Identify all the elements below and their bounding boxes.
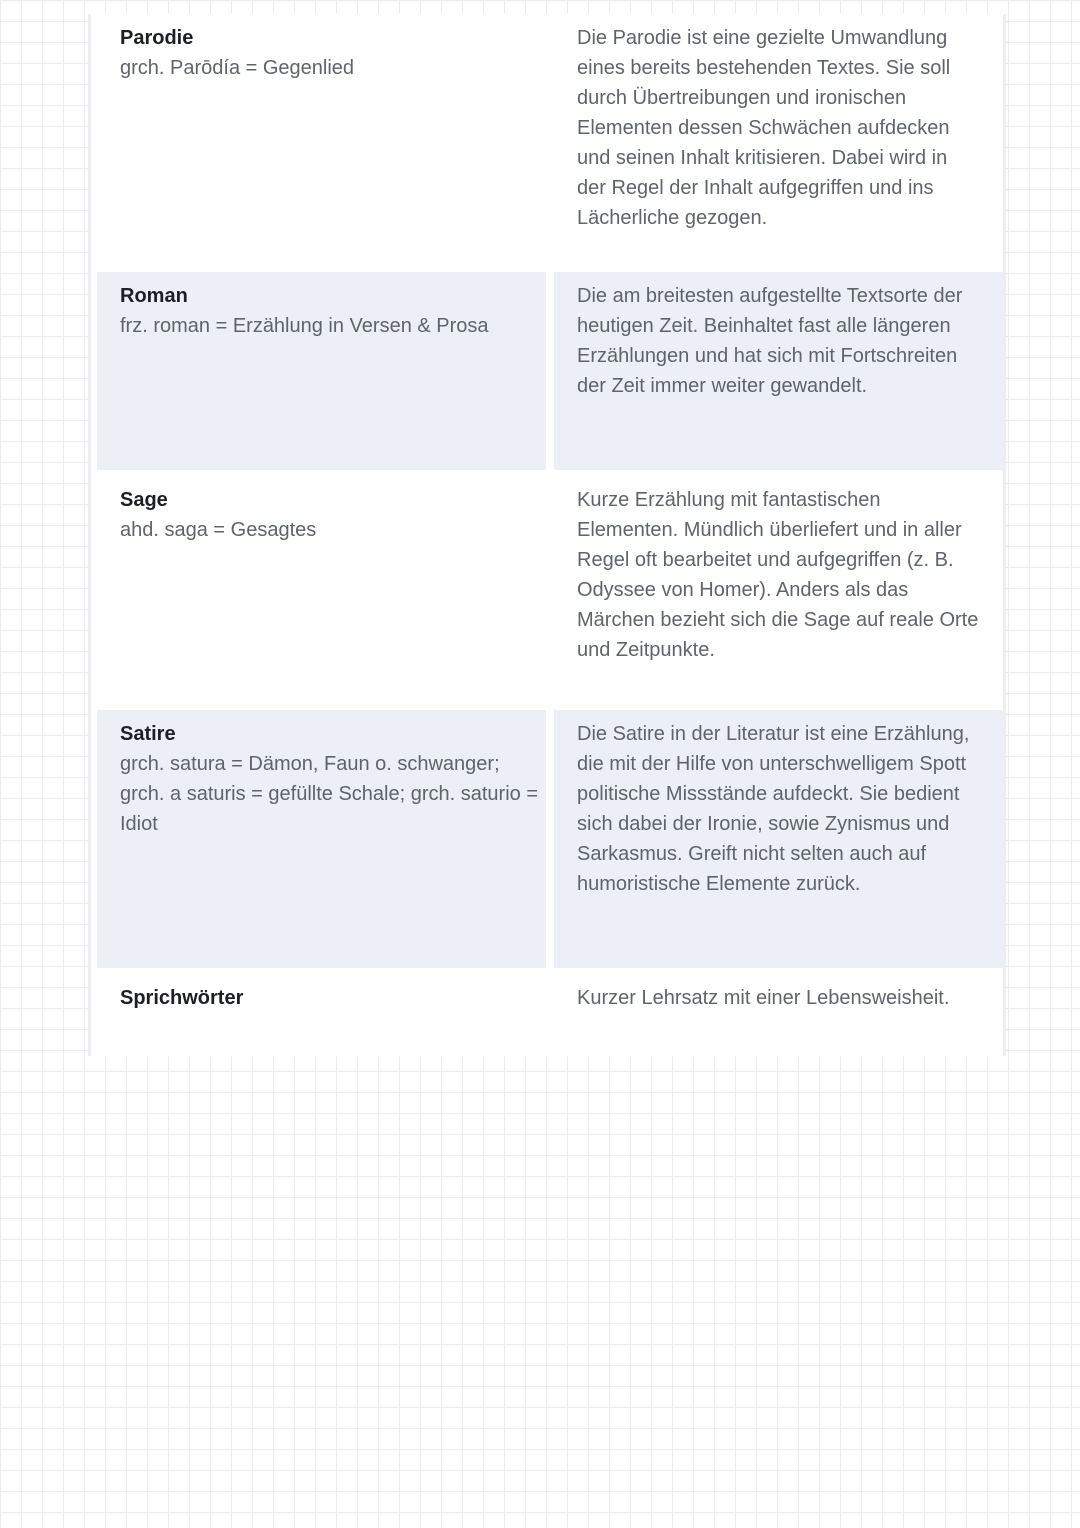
definition-cell <box>554 974 1003 1050</box>
definition-cell <box>554 476 1003 704</box>
term-etymology: ahd. saga = Gesagtes <box>120 519 317 541</box>
term-etymology: grch. Parōdía = Gegenlied <box>120 57 355 79</box>
term-etymology: grch. satura = Dämon, Faun o. schwanger; grch. a saturis = gefüllte Schale; grch. saturio = Idiot <box>120 753 538 835</box>
term-title: Sage <box>120 489 168 511</box>
glossary-table <box>88 14 1006 1056</box>
term-cell <box>97 974 546 1050</box>
term-definition: Kurze Erzählung mit fantastischen Elementen. Mündlich überliefert und in aller Regel oft bearbeitet und aufgegriffen (z. B. Odyssee von Homer). Anders als das Märchen bezieht sich die Sage auf reale Orte und Zeitpunkte. <box>577 489 979 661</box>
term-title: Satire <box>120 723 176 745</box>
term-title: Parodie <box>120 27 194 49</box>
table-row <box>97 710 1003 968</box>
term-definition: Kurzer Lehrsatz mit einer Lebensweisheit. <box>577 987 950 1009</box>
term-cell <box>97 476 546 704</box>
definition-cell <box>554 14 1003 272</box>
table-row <box>97 974 1003 1050</box>
term-cell <box>97 272 546 470</box>
term-etymology: frz. roman = Erzählung in Versen & Prosa <box>120 315 489 337</box>
table-row <box>97 476 1003 704</box>
table-row <box>97 272 1003 470</box>
term-title: Sprichwörter <box>120 987 244 1009</box>
table-row <box>97 14 1003 272</box>
term-cell <box>97 710 546 968</box>
definition-cell <box>554 710 1003 968</box>
definition-cell <box>554 272 1003 470</box>
term-definition: Die am breitesten aufgestellte Textsorte der heutigen Zeit. Beinhaltet fast alle längeren Erzählungen und hat sich mit Fortschreiten der Zeit immer weiter gewandelt. <box>577 285 963 397</box>
term-title: Roman <box>120 285 188 307</box>
term-definition: Die Parodie ist eine gezielte Umwandlung eines bereits bestehenden Textes. Sie soll durch Übertreibungen und ironischen Elementen dessen Schwächen aufdecken und seinen Inhalt kritisieren. Dabei wird in der Regel der Inhalt aufgegriffen und ins Lächerliche gezogen. <box>577 27 951 229</box>
term-definition: Die Satire in der Literatur ist eine Erzählung, die mit der Hilfe von unterschwelligem Spott politische Missstände aufdeckt. Sie bedient sich dabei der Ironie, sowie Zynismus und Sarkasmus. Greift nicht selten auch auf humoristische Elemente zurück. <box>577 723 970 895</box>
term-cell <box>97 14 546 272</box>
